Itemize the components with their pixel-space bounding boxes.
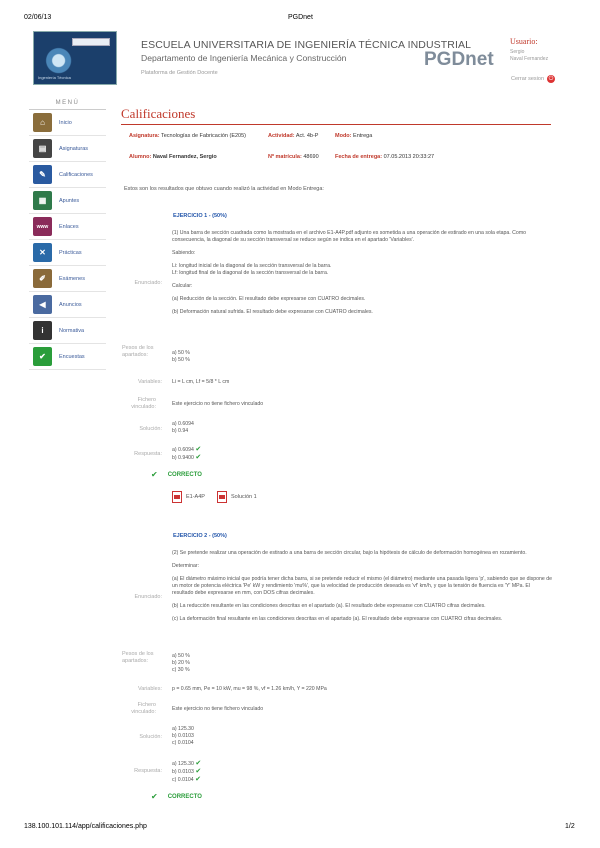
exercise-1-file-note: Este ejercicio no tiene fichero vinculado xyxy=(172,401,264,407)
user-first-name: Sergio xyxy=(510,49,525,55)
check-icon: ✔ xyxy=(195,760,202,767)
exercise-1-solution xyxy=(172,421,194,435)
statement-paragraph: (a) Reducción de la sección. El resultado debe expresarse con CUATRO decimales. xyxy=(172,296,366,302)
sidebar-item-normativa[interactable] xyxy=(29,318,106,344)
logo-caption: Ingeniería Técnica xyxy=(38,75,71,80)
school-name: ESCUELA UNIVERSITARIA DE INGENIERÍA TÉCNICA INDUSTRIAL xyxy=(141,39,472,51)
sidebar-item-label: Asignaturas xyxy=(59,145,89,152)
exercise-2-weights xyxy=(172,653,190,674)
sidebar-item-label: Normativa xyxy=(59,327,85,334)
weight-item: a) 50 % xyxy=(172,653,190,659)
respuesta-label: Respuesta: xyxy=(134,768,162,774)
exercise-2-variables: p = 0.65 mm, Pe = 10 kW, mu = 98 %, vf = 1.26 km/h, Y = 220 MPa xyxy=(172,686,327,692)
info-value: 48690 xyxy=(303,154,319,160)
logo-banner xyxy=(72,38,110,46)
info-value: Act. 4b-P xyxy=(295,133,319,139)
info-label: Asignatura: xyxy=(129,133,160,139)
answer-item: b) 0.0103 xyxy=(172,769,194,775)
sidebar-item-label: Apuntes xyxy=(59,197,80,204)
info-alumno xyxy=(129,154,217,160)
exercise-2-solution xyxy=(172,726,194,747)
answer-item: c) 0.0104 xyxy=(172,777,194,783)
file-link-label: E1-A4P xyxy=(186,494,205,500)
www-icon: www xyxy=(33,217,52,236)
grades-icon: ✎ xyxy=(33,165,52,184)
solution-item: c) 0.0104 xyxy=(172,740,194,746)
pesos-label: Pesos de los apartados: xyxy=(122,345,154,358)
answer-item: a) 125.30 xyxy=(172,761,194,767)
check-icon: ✔ xyxy=(195,768,202,775)
statement-paragraph: (b) Deformación natural sufrida. El resultado debe expresarse con CUATRO decimales. xyxy=(172,309,373,315)
exercise-1-title: EJERCICIO 1 - (50%) xyxy=(173,213,227,219)
statement-paragraph: Sabiendo: xyxy=(172,250,196,256)
check-icon: ✔ xyxy=(151,470,158,479)
check-icon: ✔ xyxy=(195,454,202,461)
sidebar-item-label: Calificaciones xyxy=(59,171,93,178)
exercise-1-weights xyxy=(172,350,190,364)
statement-paragraph: (c) La deformación final resultante en las condiciones descritas en el apartado (a). El resultado debe expresarse con CUATRO cifras decimales. xyxy=(172,616,503,622)
file-link-solution-1[interactable] xyxy=(217,491,257,503)
sidebar-item-label: Inicio xyxy=(59,119,72,126)
sidebar-item-encuestas[interactable] xyxy=(29,344,106,370)
intro-text: Estos son los resultados que obtuvo cuando realizó la actividad en Modo Entrega: xyxy=(124,186,324,192)
sidebar-item-calificaciones[interactable] xyxy=(29,162,106,188)
solucion-label: Solución: xyxy=(139,426,162,432)
info-value: 07.05.2013 20:33:27 xyxy=(383,154,435,160)
respuesta-label: Respuesta: xyxy=(134,451,162,457)
variables-label: Variables: xyxy=(137,686,162,692)
answer-item: a) 0.6094 xyxy=(172,447,194,453)
status-badge: CORRECTO xyxy=(167,793,202,800)
info-value: Entrega xyxy=(353,133,373,139)
pdf-icon xyxy=(172,491,182,503)
sidebar-item-label: Exámenes xyxy=(59,275,85,282)
sidebar-item-anuncios[interactable] xyxy=(29,292,106,318)
sidebar-item-label: Anuncios xyxy=(59,301,82,308)
info-matricula xyxy=(268,154,319,160)
info-label: Fecha de entrega: xyxy=(335,154,383,160)
sidebar-item-asignaturas[interactable] xyxy=(29,136,106,162)
weight-item: a) 50 % xyxy=(172,350,190,356)
info-label: Alumno: xyxy=(129,154,152,160)
statement-paragraph: Li: longitud inicial de la diagonal de la sección transversal de la barra. xyxy=(172,263,332,269)
solution-item: a) 125.30 xyxy=(172,726,194,732)
sidebar-menu xyxy=(29,100,106,370)
info-label: Modo: xyxy=(335,133,352,139)
check-icon: ✔ xyxy=(151,792,158,801)
file-link-label: Solución 1 xyxy=(231,494,257,500)
info-fecha xyxy=(335,154,434,160)
platform-name: Plataforma de Gestión Docente xyxy=(141,70,218,76)
sidebar-item-enlaces[interactable] xyxy=(29,214,106,240)
info-asignatura xyxy=(129,133,246,139)
notes-icon: ▦ xyxy=(33,191,52,210)
page-title: Calificaciones xyxy=(121,106,551,125)
check-icon: ✔ xyxy=(33,347,52,366)
info-label: Nº matrícula: xyxy=(268,154,302,160)
solution-item: b) 0.0103 xyxy=(172,733,194,739)
weight-item: b) 20 % xyxy=(172,660,190,666)
brand-logo[interactable]: PGDnet xyxy=(424,49,494,70)
pdf-icon xyxy=(217,491,227,503)
statement-paragraph: Determinar: xyxy=(172,563,200,569)
check-icon: ✔ xyxy=(195,446,202,453)
statement-paragraph: (b) La reducción resultante en las condiciones descritas en el apartado (a). El resultado debe expresarse con CUATRO cifras decimales. xyxy=(172,603,486,609)
home-icon: ⌂ xyxy=(33,113,52,132)
file-link-e1a4p[interactable] xyxy=(172,491,205,503)
exercise-1-variables: Li = L cm, Lf = 5/8 * L cm xyxy=(172,379,230,385)
sidebar-item-label: Prácticas xyxy=(59,249,82,256)
user-last-name: Naval Fernandez xyxy=(510,56,549,62)
exercise-2-statement xyxy=(172,550,552,623)
department-name: Departamento de Ingeniería Mecánica y Construcción xyxy=(141,53,347,63)
print-url: 138.100.101.114/app/calificaciones.php xyxy=(24,823,147,830)
sidebar-item-inicio[interactable] xyxy=(29,110,106,136)
sidebar-item-label: Encuestas xyxy=(59,353,85,360)
weight-item: c) 30 % xyxy=(172,667,190,673)
print-title: PGDnet xyxy=(288,14,313,21)
status-badge: CORRECTO xyxy=(167,471,202,478)
check-icon: ✔ xyxy=(195,776,201,783)
statement-paragraph: (1) Una barra de sección cuadrada como la mostrada en el archivo E1-A4P.pdf adjunto es sometida a una operación de estirado en una sola etapa. Como consecuencia, la diagonal de su sección transversal se reduce según se indica en el apartado 'Variables'. xyxy=(172,230,527,243)
answer-item: b) 0.9400 xyxy=(172,455,194,461)
info-label: Actividad: xyxy=(268,133,295,139)
solution-item: b) 0.94 xyxy=(172,428,189,434)
power-icon: ⏻ xyxy=(548,76,554,82)
books-icon: ▤ xyxy=(33,139,52,158)
info-actividad xyxy=(268,133,318,139)
statement-paragraph: Lf: longitud final de la diagonal de la sección transversal de la barra. xyxy=(172,270,329,276)
enunciado-label: Enunciado: xyxy=(134,280,162,286)
print-page-number: 1/2 xyxy=(565,823,575,830)
sidebar-item-label: Enlaces xyxy=(59,223,79,230)
fichero-label: Fichero vinculado: xyxy=(131,702,156,715)
info-value: Naval Fernandez, Sergio xyxy=(152,154,217,160)
exercise-2-answer xyxy=(172,760,201,784)
solution-item: a) 0.6094 xyxy=(172,421,194,427)
info-icon: i xyxy=(33,321,52,340)
pen-icon: ✐ xyxy=(33,269,52,288)
solucion-label: Solución: xyxy=(139,734,162,740)
exercise-2-status xyxy=(151,792,202,801)
logout-button[interactable] xyxy=(511,75,555,83)
speaker-icon: ◀ xyxy=(33,295,52,314)
pesos-label: Pesos de los apartados: xyxy=(122,651,154,664)
weight-item: b) 50 % xyxy=(172,357,190,363)
info-modo xyxy=(335,133,372,139)
user-name xyxy=(510,49,548,63)
tools-icon: ✕ xyxy=(33,243,52,262)
print-date: 02/06/13 xyxy=(24,14,52,21)
fichero-label: Fichero vinculado: xyxy=(131,397,156,410)
exercise-2-file-note: Este ejercicio no tiene fichero vinculado xyxy=(172,706,264,712)
statement-paragraph: (a) El diámetro máximo inicial que podría tener dicha barra, si se pretende reducir el mismo (el diámetro) mediante una pasada ligera 'p', sabiendo que se dispone de un motor de potencia eléctrica 'Pe' kW y rendimiento 'mu%', que la velocidad de producción deseada es 'vf' km/h, y que la tensión de fluencia es 'Y' MPa. El resultado debe expresarse en mm, con DOS cifras decimales. xyxy=(172,576,553,596)
statement-paragraph: (2) Se pretende realizar una operación de estirado a una barra de sección circular, bajo la hipótesis de cálculo de deformación homogénea en rozamiento. xyxy=(172,550,527,556)
menu-heading: MENÚ xyxy=(29,100,106,110)
sidebar-item-examenes[interactable] xyxy=(29,266,106,292)
exercise-1-answer xyxy=(172,446,201,462)
exercise-2-title: EJERCICIO 2 - (50%) xyxy=(173,533,227,539)
logout-label: Cerrar sesion xyxy=(511,76,545,82)
exercise-1-status xyxy=(151,470,202,479)
enunciado-label: Enunciado: xyxy=(134,594,162,600)
variables-label: Variables: xyxy=(137,379,162,385)
user-label: Usuario: xyxy=(510,37,538,46)
sidebar-item-apuntes[interactable] xyxy=(29,188,106,214)
exercise-1-statement xyxy=(172,230,552,316)
info-value: Tecnologías de Fabricación (E205) xyxy=(161,133,246,139)
statement-paragraph: Calcular: xyxy=(172,283,193,289)
sidebar-item-practicas[interactable] xyxy=(29,240,106,266)
school-logo[interactable] xyxy=(33,31,117,85)
